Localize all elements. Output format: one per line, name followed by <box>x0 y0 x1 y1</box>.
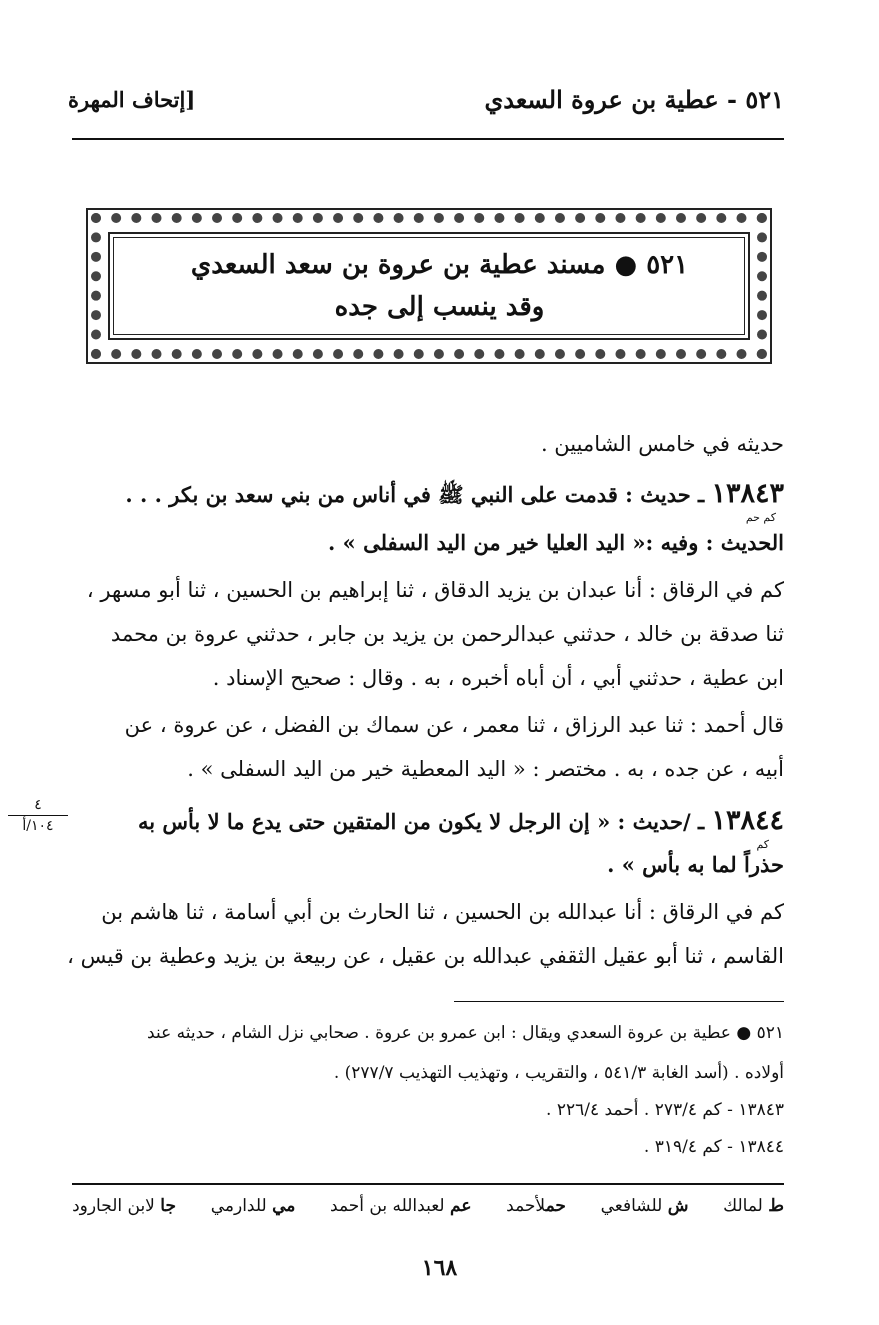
paragraph-line: أبيه ، عن جده ، به . مختصر : « اليد المعطية خير من اليد السفلى » . <box>187 757 784 781</box>
footnote-line: ٥٢١ ● عطية بن عروة السعدي ويقال : ابن عمرو بن عروة . صحابي نزل الشام ، حديثه عند <box>147 1023 784 1043</box>
hadith-13843-line1 <box>80 478 784 513</box>
footnote-line: أولاده . (أسد الغابة ٥٤١/٣ ، والتقريب ، وتهذيب التهذيب ٢٧٧/٧) . <box>333 1063 784 1083</box>
hadith-text: ـ /حديث : « إن الرجل لا يكون من المتقين حتى يدع ما لا بأس به <box>137 809 705 834</box>
folio-bottom: ١٠٤/أ <box>22 818 54 834</box>
running-header-book: [إتحاف المهرة <box>68 87 196 112</box>
abbreviation-legend <box>72 1196 784 1216</box>
legend-item: حملأحمد <box>506 1196 566 1216</box>
header-divider <box>72 138 784 140</box>
hadith-number: ١٣٨٤٤ <box>711 805 784 836</box>
paragraph-line: كم في الرقاق : أنا عبدان بن يزيد الدقاق ، ثنا إبراهيم بن الحسين ، ثنا أبو مسهر ، <box>86 578 784 602</box>
ornamental-title-frame <box>86 208 772 364</box>
legend-item: مي للدارمي <box>210 1196 296 1216</box>
hadith-13844-line2: حذراً لما به بأس » . <box>607 852 784 877</box>
page-number: ١٦٨ <box>421 1255 458 1281</box>
folio-top: ٤ <box>8 797 68 816</box>
intro-line: حديثه في خامس الشاميين . <box>540 432 784 456</box>
paragraph-line: كم في الرقاق : أنا عبدالله بن الحسين ، ثنا الحارث بن أبي أسامة ، ثنا هاشم بن <box>101 900 784 924</box>
footnote-divider <box>454 1001 784 1002</box>
chapter-subtitle: وقد ينسب إلى جده <box>334 292 545 322</box>
legend-item: ش للشافعي <box>600 1196 689 1216</box>
hadith-sigla: كم حم <box>745 511 776 524</box>
paragraph-line: ثنا صدقة بن خالد ، حدثني عبدالرحمن بن يزيد بن جابر ، حدثني عروة بن محمد <box>110 622 784 646</box>
paragraph-line: القاسم ، ثنا أبو عقيل الثقفي عبدالله بن عقيل ، عن ربيعة بن يزيد وعطية بن قيس ، <box>67 944 784 968</box>
hadith-13844-line1 <box>80 805 784 836</box>
legend-item: ط لمالك <box>723 1196 784 1216</box>
hadith-number: ١٣٨٤٣ <box>711 478 784 509</box>
legend-item: عم لعبدالله بن أحمد <box>330 1196 472 1216</box>
chapter-title: ٥٢١ ● مسند عطية بن عروة بن سعد السعدي <box>190 250 689 280</box>
hadith-sigla: كم <box>756 838 769 851</box>
legend-item: جا لابن الجارود <box>72 1196 176 1216</box>
running-header-title: ٥٢١ - عطية بن عروة السعدي <box>484 85 784 114</box>
footnote-line: ١٣٨٤٤ - كم ٣١٩/٤ . <box>643 1137 784 1157</box>
hadith-text: ـ حديث : قدمت على النبي ﷺ في أناس من بني سعد بن بكر . . . <box>125 482 705 507</box>
paragraph-line: قال أحمد : ثنا عبد الرزاق ، ثنا معمر ، عن سماك بن الفضل ، عن عروة ، عن <box>124 713 784 737</box>
hadith-13843-line2: الحديث : وفيه :« اليد العليا خير من اليد السفلى » . <box>328 530 784 555</box>
manuscript-folio-note <box>8 797 68 834</box>
paragraph-line: ابن عطية ، حدثني أبي ، أن أباه أخبره ، به . وقال : صحيح الإسناد . <box>212 666 784 690</box>
legend-divider <box>72 1183 784 1185</box>
footnote-line: ١٣٨٤٣ - كم ٢٧٣/٤ . أحمد ٢٢٦/٤ . <box>546 1100 784 1120</box>
frame-inner-border <box>108 232 750 340</box>
